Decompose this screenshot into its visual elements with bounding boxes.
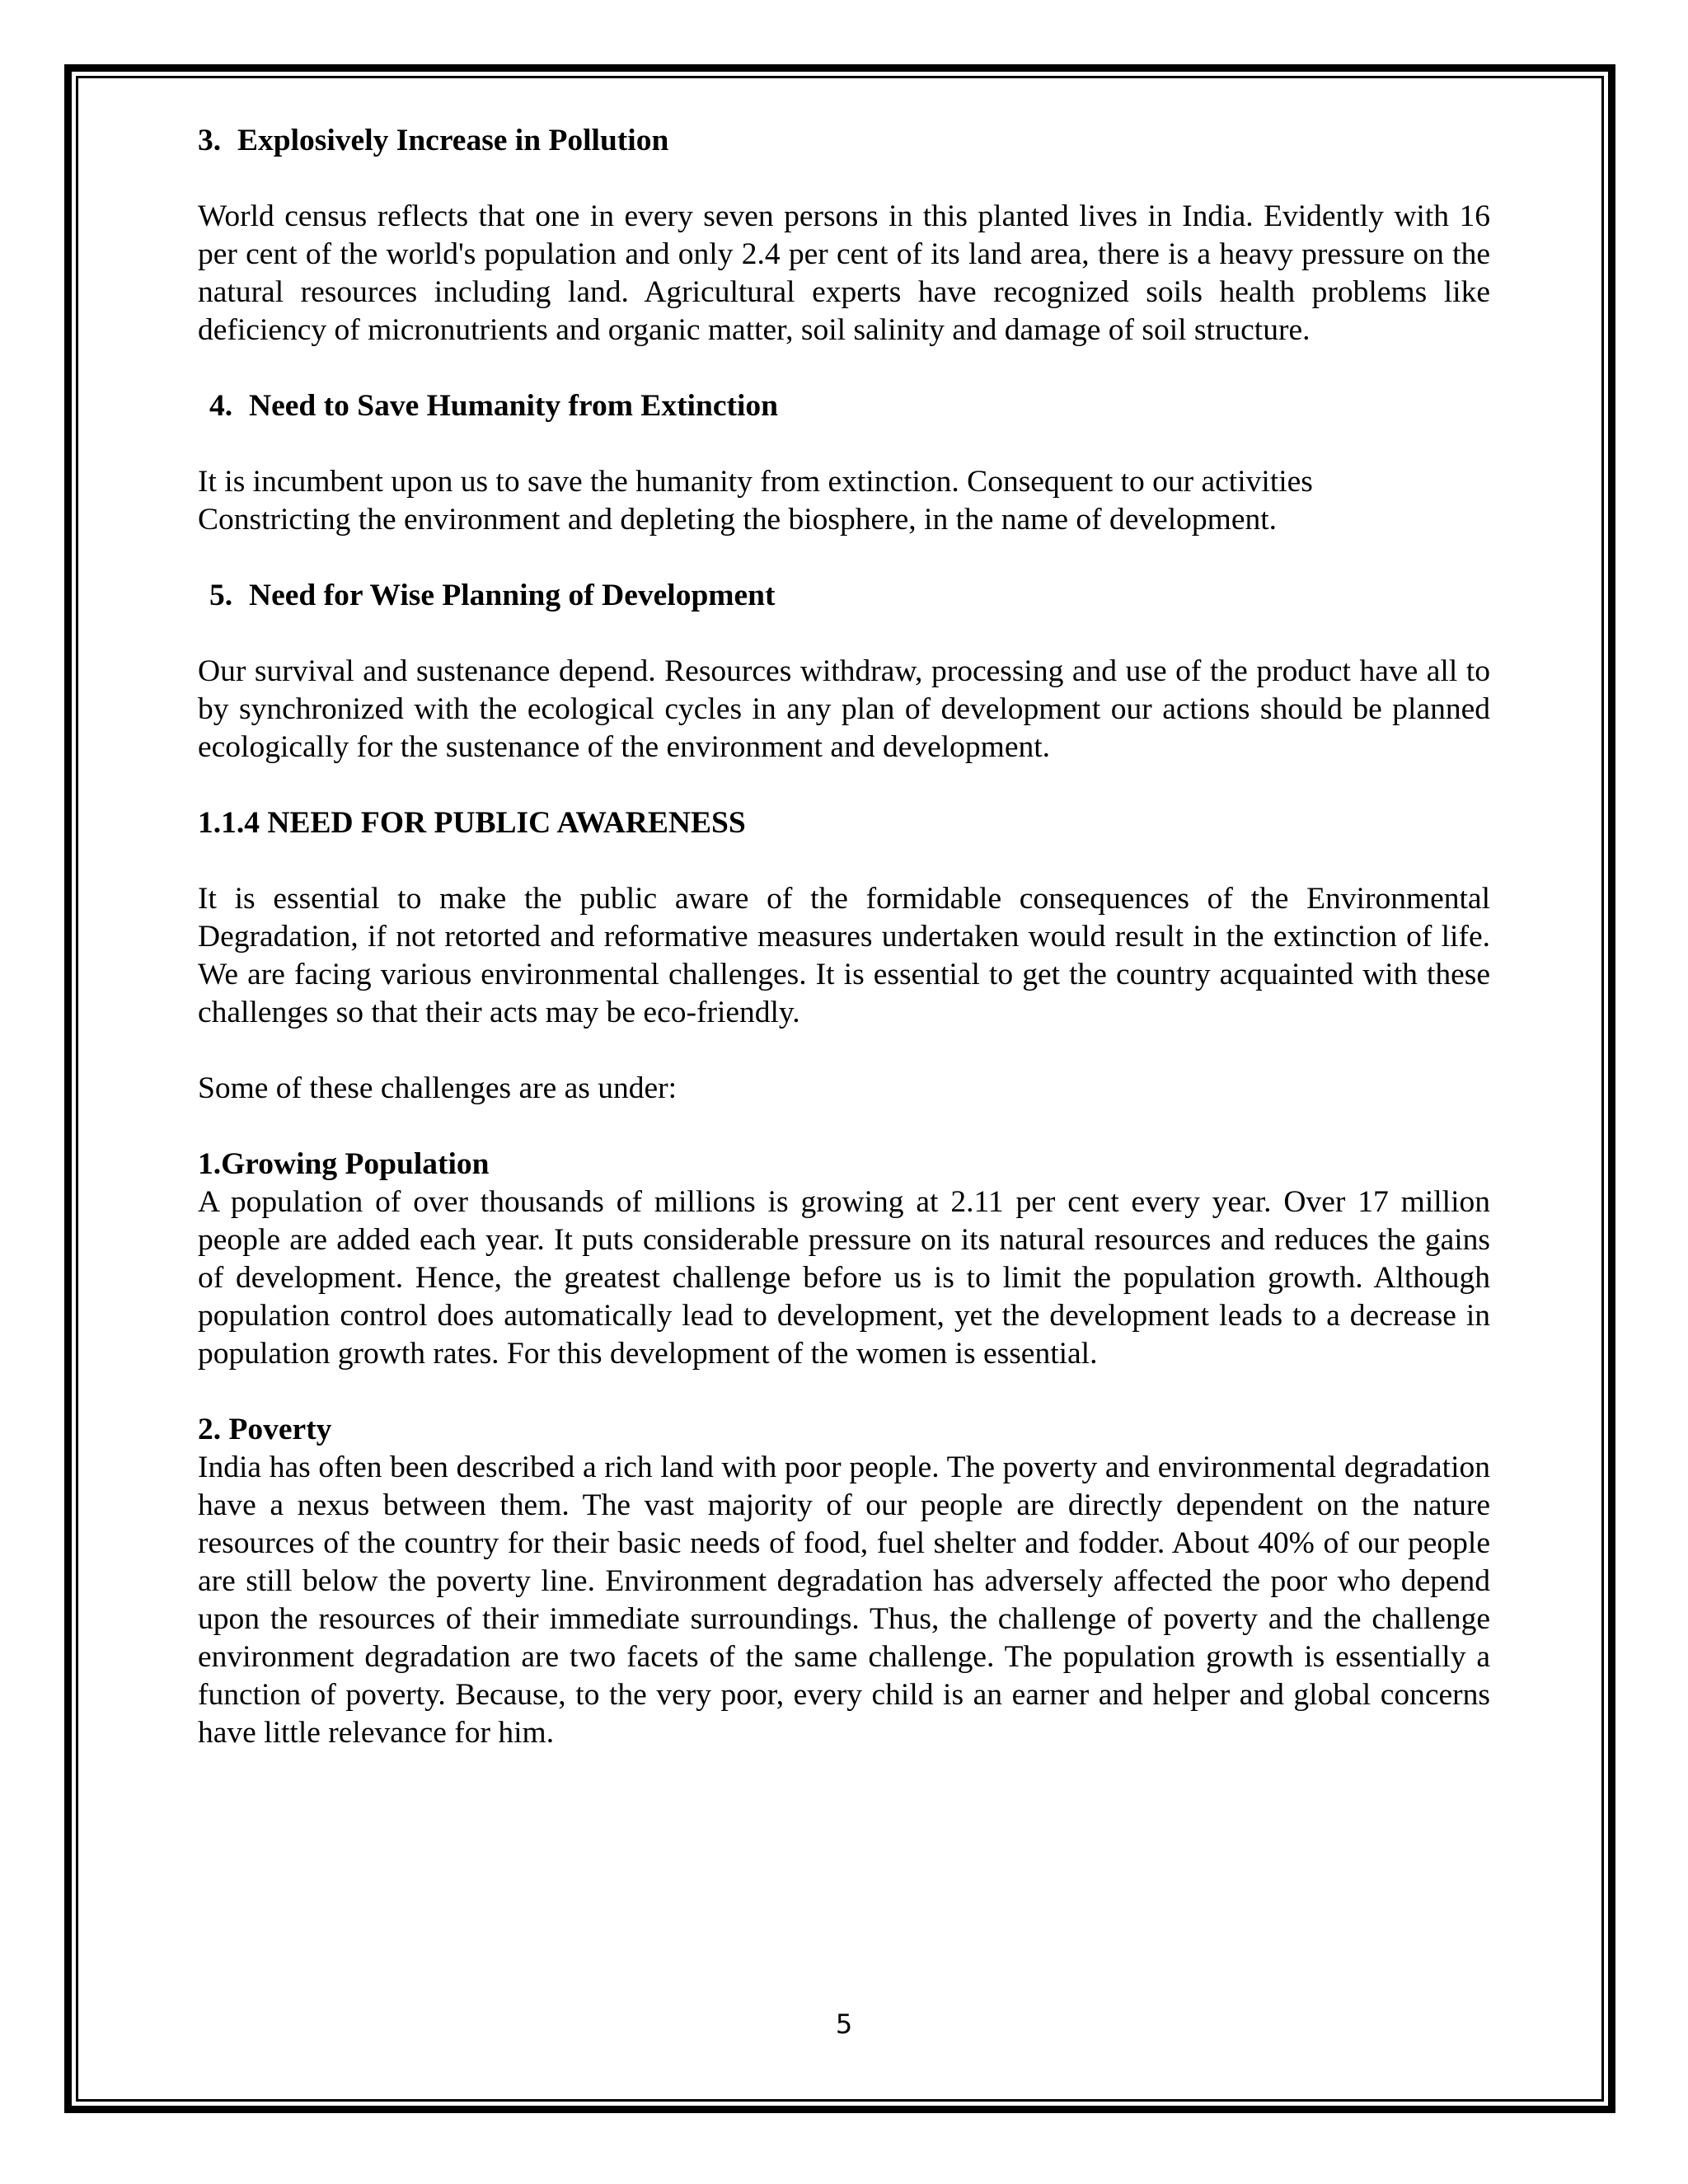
section-3-heading bbox=[198, 122, 1490, 160]
section-3-number: 3. bbox=[198, 124, 222, 157]
section-5-paragraph: Our survival and sustenance depend. Resources withdraw, processing and use of the product have all to by synchronized with the ecological cycles in any plan of development our actions should be planned ecologically for the sustenance of the environment and development. bbox=[198, 654, 1490, 764]
section-5-number: 5. bbox=[209, 579, 233, 612]
section-3-title: Explosively Increase in Pollution bbox=[237, 124, 669, 157]
poverty-paragraph: India has often been described a rich land with poor people. The poverty and environmental degradation have a nexus between them. The vast majority of our people are directly dependent on the nature resources of the country for their basic needs of food, fuel shelter and fodder. About 40% of our people are still below the poverty line. Environment degradation has adversely affected the poor who depend upon the resources of their immediate surroundings. Thus, the challenge of poverty and the challenge environment degradation are two facets of the same challenge. The population growth is essentially a function of poverty. Because, to the very poor, every child is an earner and helper and global concerns have little relevance for him. bbox=[198, 1451, 1490, 1750]
section-5-title: Need for Wise Planning of Development bbox=[249, 579, 776, 612]
section-4-title: Need to Save Humanity from Extinction bbox=[249, 389, 778, 423]
section-4-line-1: It is incumbent upon us to save the humanity from extinction. Consequent to our activities bbox=[198, 465, 1313, 499]
page-number: 5 bbox=[835, 2008, 853, 2040]
section-4-line-2: Constricting the environment and depleting the biosphere, in the name of development. bbox=[198, 503, 1278, 537]
section-5-heading bbox=[198, 577, 1490, 615]
section-4-number: 4. bbox=[209, 389, 233, 423]
page-content bbox=[198, 122, 1490, 1752]
growing-population-paragraph: A population of over thousands of millions is growing at 2.11 per cent every year. Over 17 million people are added each year. It puts considerable pressure on its natural resources and reduces the gains of development. Hence, the greatest challenge before us is to limit the population growth. Although population control does automatically lead to development, yet the development leads to a decrease in population growth rates. For this development of the women is essential. bbox=[198, 1185, 1490, 1371]
public-awareness-heading: 1.1.4 NEED FOR PUBLIC AWARENESS bbox=[198, 806, 746, 840]
challenges-intro: Some of these challenges are as under: bbox=[198, 1071, 678, 1105]
public-awareness-paragraph: It is essential to make the public aware of the formidable consequences of the Environmental Degradation, if not retorted and reformative measures undertaken would result in the extinction of life. We are facing various environmental challenges. It is essential to get the country acquainted with these challenges so that their acts may be eco-friendly. bbox=[198, 882, 1490, 1029]
section-4-paragraph bbox=[198, 463, 1490, 539]
section-3-paragraph: World census reflects that one in every seven persons in this planted lives in India. Evidently with 16 per cent of the world's population and only 2.4 per cent of its land area, there is a heavy pressure on the natural resources including land. Agricultural experts have recognized soils health problems like deficiency of micronutrients and organic matter, soil salinity and damage of soil structure. bbox=[198, 199, 1490, 347]
growing-population-heading: 1.Growing Population bbox=[198, 1147, 490, 1181]
poverty-heading: 2. Poverty bbox=[198, 1413, 332, 1446]
section-4-heading bbox=[198, 387, 1490, 425]
